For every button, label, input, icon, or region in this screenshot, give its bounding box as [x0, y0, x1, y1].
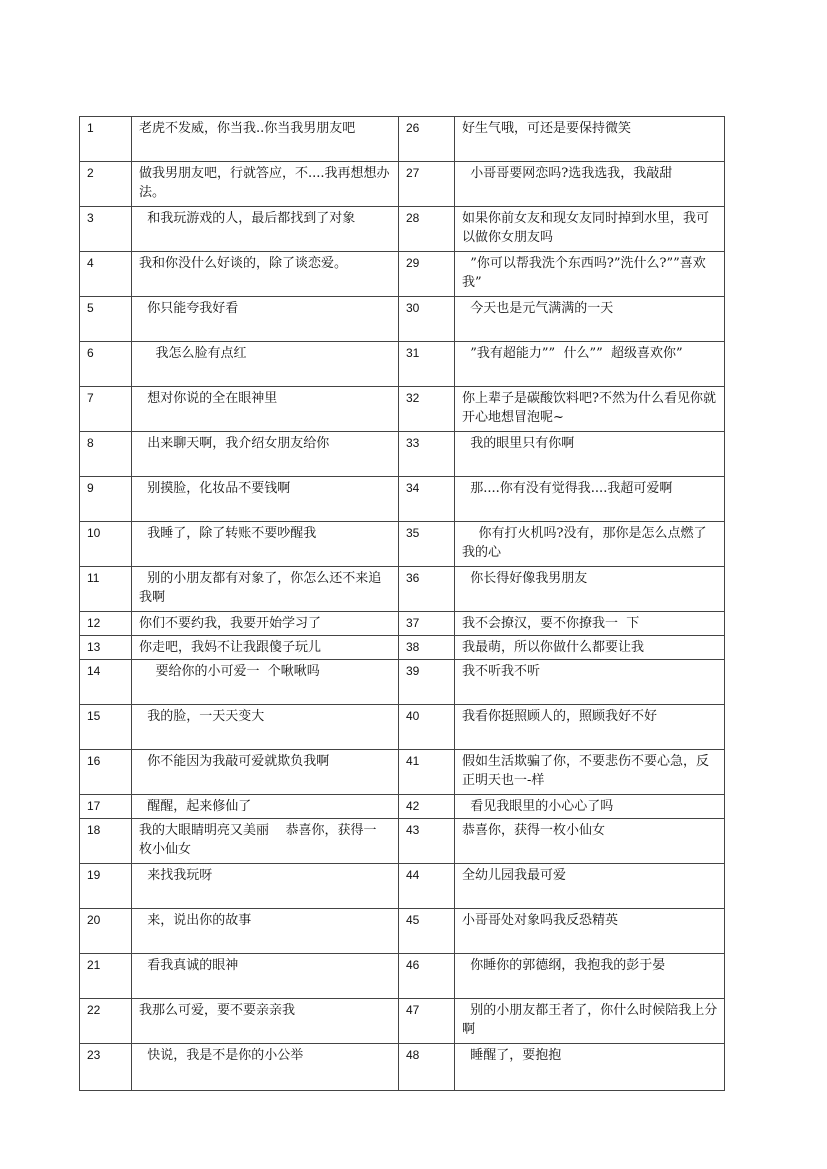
right-row-number: 40 — [399, 705, 455, 750]
table-row — [80, 162, 725, 207]
left-phrase: 我的大眼睛明亮又美丽 恭喜你，获得一 枚小仙女 — [132, 819, 399, 864]
right-phrase: 你有打火机吗?没有，那你是怎么点燃了我的心 — [455, 522, 725, 567]
table-row — [80, 477, 725, 522]
left-phrase: 快说，我是不是你的小公举 — [132, 1044, 399, 1091]
left-phrase: 出来聊天啊，我介绍女朋友给你 — [132, 432, 399, 477]
right-row-number: 48 — [399, 1044, 455, 1091]
left-row-number: 2 — [80, 162, 132, 207]
left-phrase: 看我真诚的眼神 — [132, 954, 399, 999]
table-row — [80, 432, 725, 477]
right-row-number: 26 — [399, 117, 455, 162]
right-row-number: 47 — [399, 999, 455, 1044]
right-row-number: 30 — [399, 297, 455, 342]
left-phrase: 来找我玩呀 — [132, 864, 399, 909]
left-row-number: 22 — [80, 999, 132, 1044]
right-phrase: 你长得好像我男朋友 — [455, 567, 725, 612]
right-phrase: 看见我眼里的小心心了吗 — [455, 795, 725, 819]
right-phrase: ”你可以帮我洗个东西吗?”洗什么?””喜欢我” — [455, 252, 725, 297]
table-row — [80, 522, 725, 567]
table-row — [80, 636, 725, 660]
right-phrase: 我看你挺照顾人的，照顾我好不好 — [455, 705, 725, 750]
left-row-number: 12 — [80, 612, 132, 636]
left-row-number: 11 — [80, 567, 132, 612]
right-row-number: 28 — [399, 207, 455, 252]
left-row-number: 10 — [80, 522, 132, 567]
right-row-number: 33 — [399, 432, 455, 477]
left-row-number: 3 — [80, 207, 132, 252]
left-row-number: 23 — [80, 1044, 132, 1091]
left-phrase: 你不能因为我敲可爱就欺负我啊 — [132, 750, 399, 795]
right-row-number: 39 — [399, 660, 455, 705]
left-phrase: 和我玩游戏的人，最后都找到了对象 — [132, 207, 399, 252]
right-phrase: 好生气哦，可还是要保持微笑 — [455, 117, 725, 162]
right-row-number: 44 — [399, 864, 455, 909]
right-row-number: 38 — [399, 636, 455, 660]
right-phrase: 睡醒了，要抱抱 — [455, 1044, 725, 1091]
right-row-number: 45 — [399, 909, 455, 954]
right-phrase: 恭喜你，获得一枚小仙女 — [455, 819, 725, 864]
left-row-number: 15 — [80, 705, 132, 750]
right-phrase: 我不会撩汉，要不你撩我一 下 — [455, 612, 725, 636]
right-phrase: 你上辈子是碳酸饮料吧?不然为什么看见你就开心地想冒泡呢~ — [455, 387, 725, 432]
right-row-number: 32 — [399, 387, 455, 432]
right-row-number: 41 — [399, 750, 455, 795]
left-row-number: 17 — [80, 795, 132, 819]
left-row-number: 5 — [80, 297, 132, 342]
left-phrase: 你们不要约我，我要开始学习了 — [132, 612, 399, 636]
table-row — [80, 909, 725, 954]
left-row-number: 18 — [80, 819, 132, 864]
left-phrase: 你只能夸我好看 — [132, 297, 399, 342]
right-row-number: 35 — [399, 522, 455, 567]
left-row-number: 9 — [80, 477, 132, 522]
left-phrase: 你走吧，我妈不让我跟傻子玩儿 — [132, 636, 399, 660]
right-phrase: 我不听我不听 — [455, 660, 725, 705]
right-phrase: 我最萌，所以你做什么都要让我 — [455, 636, 725, 660]
left-phrase: 醒醒，起来修仙了 — [132, 795, 399, 819]
left-phrase: 想对你说的全在眼神里 — [132, 387, 399, 432]
table-row — [80, 1044, 725, 1091]
right-phrase: 假如生活欺骗了你，不要悲伤不要心急，反正明天也一-样 — [455, 750, 725, 795]
right-row-number: 27 — [399, 162, 455, 207]
phrase-table — [79, 116, 725, 1091]
left-phrase: 要给你的小可爱一 个啾啾吗 — [132, 660, 399, 705]
table-row — [80, 660, 725, 705]
right-phrase: 如果你前女友和现女友同时掉到水里，我可以做你女朋友吗 — [455, 207, 725, 252]
left-row-number: 14 — [80, 660, 132, 705]
table-row — [80, 342, 725, 387]
left-row-number: 13 — [80, 636, 132, 660]
left-phrase: 做我男朋友吧，行就答应，不....我再想想办法。 — [132, 162, 399, 207]
left-row-number: 20 — [80, 909, 132, 954]
right-phrase: 你睡你的郭德纲，我抱我的彭于晏 — [455, 954, 725, 999]
left-phrase: 老虎不发威，你当我..你当我男朋友吧 — [132, 117, 399, 162]
table-row — [80, 954, 725, 999]
table-row — [80, 864, 725, 909]
left-phrase: 来，说出你的故事 — [132, 909, 399, 954]
table-row — [80, 795, 725, 819]
left-phrase: 我睡了，除了转账不要吵醒我 — [132, 522, 399, 567]
left-row-number: 1 — [80, 117, 132, 162]
right-row-number: 36 — [399, 567, 455, 612]
left-row-number: 8 — [80, 432, 132, 477]
left-phrase: 我的脸，一天天变大 — [132, 705, 399, 750]
left-phrase: 我和你没什么好谈的，除了谈恋爱。 — [132, 252, 399, 297]
right-row-number: 42 — [399, 795, 455, 819]
table-row — [80, 705, 725, 750]
right-phrase: 我的眼里只有你啊 — [455, 432, 725, 477]
table-row — [80, 387, 725, 432]
right-phrase: 小哥哥处对象吗我反恐精英 — [455, 909, 725, 954]
left-phrase: 别的小朋友都有对象了，你怎么还不来追我啊 — [132, 567, 399, 612]
phrase-table-body — [80, 117, 725, 1091]
left-phrase: 我那么可爱，要不要亲亲我 — [132, 999, 399, 1044]
right-phrase: 全幼儿园我最可爱 — [455, 864, 725, 909]
table-row — [80, 567, 725, 612]
right-row-number: 46 — [399, 954, 455, 999]
left-row-number: 4 — [80, 252, 132, 297]
table-row — [80, 117, 725, 162]
left-phrase: 别摸脸，化妆品不要钱啊 — [132, 477, 399, 522]
table-row — [80, 999, 725, 1044]
left-row-number: 7 — [80, 387, 132, 432]
right-phrase: ”我有超能力”” 什么”” 超级喜欢你” — [455, 342, 725, 387]
right-phrase: 小哥哥要网恋吗?选我选我，我敲甜 — [455, 162, 725, 207]
left-row-number: 21 — [80, 954, 132, 999]
right-row-number: 43 — [399, 819, 455, 864]
left-phrase: 我怎么脸有点红 — [132, 342, 399, 387]
left-row-number: 16 — [80, 750, 132, 795]
right-row-number: 34 — [399, 477, 455, 522]
right-row-number: 29 — [399, 252, 455, 297]
right-phrase: 今天也是元气满满的一天 — [455, 297, 725, 342]
table-row — [80, 750, 725, 795]
right-phrase: 那....你有没有觉得我....我超可爱啊 — [455, 477, 725, 522]
table-row — [80, 819, 725, 864]
left-row-number: 19 — [80, 864, 132, 909]
table-row — [80, 207, 725, 252]
right-phrase: 别的小朋友都王者了，你什么时候陪我上分啊 — [455, 999, 725, 1044]
table-row — [80, 252, 725, 297]
right-row-number: 31 — [399, 342, 455, 387]
left-row-number: 6 — [80, 342, 132, 387]
table-row — [80, 297, 725, 342]
right-row-number: 37 — [399, 612, 455, 636]
table-row — [80, 612, 725, 636]
